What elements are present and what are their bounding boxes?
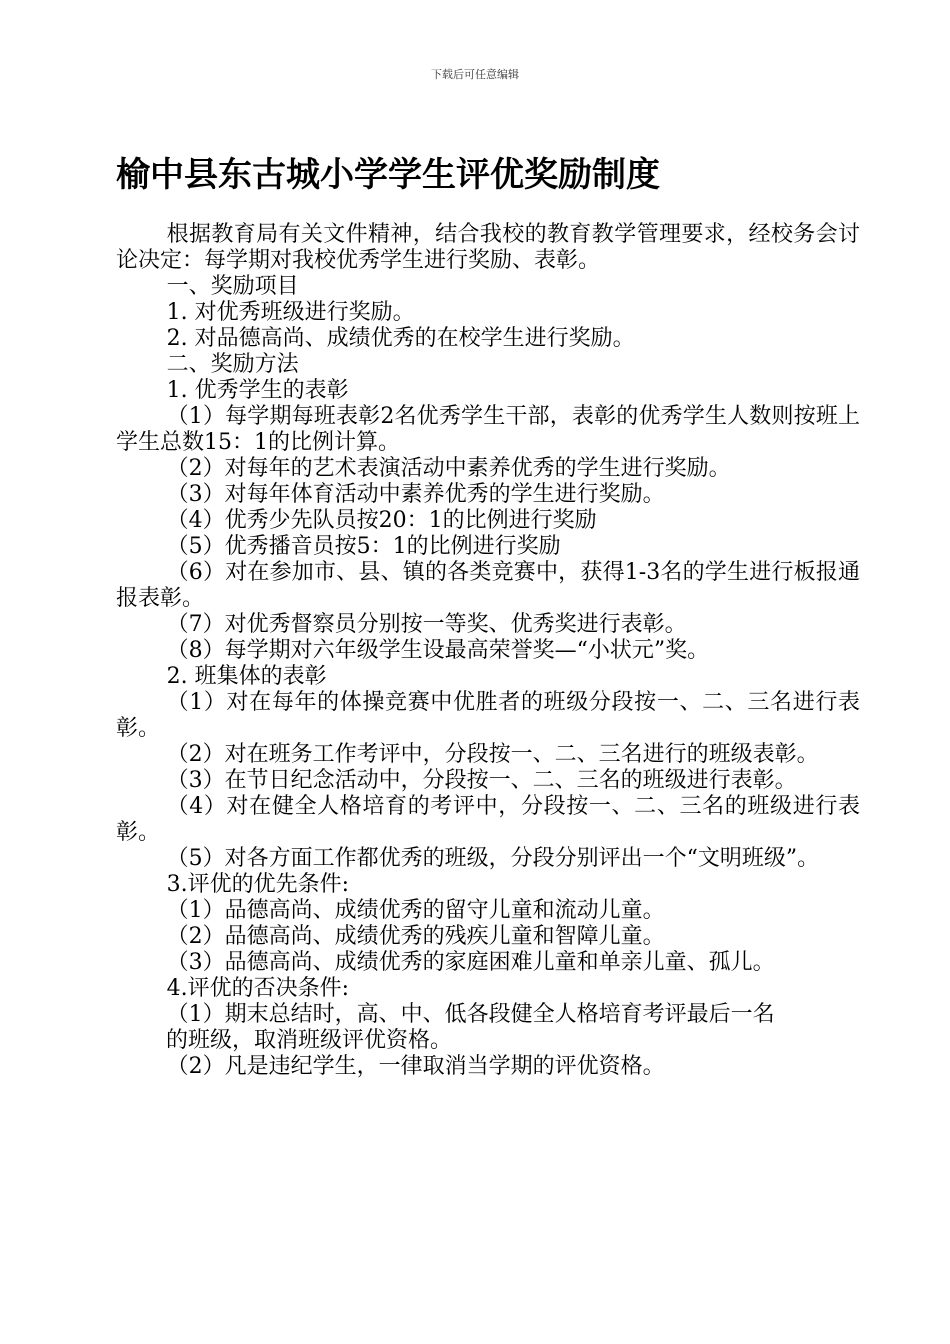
paragraph: （7）对优秀督察员分别按一等奖、优秀奖进行表彰。 [166, 612, 687, 637]
paragraph: （4）对在健全人格培育的考评中，分段按一、二、三名的班级进行表彰。 [116, 794, 860, 845]
paragraph: （4）优秀少先队员按20：1的比例进行奖励 [166, 508, 597, 533]
section-heading-reward-methods: 二、奖励方法 [166, 352, 299, 377]
paragraph: （1）品德高尚、成绩优秀的留守儿童和流动儿童。 [166, 898, 665, 923]
paragraph: （1）期末总结时，高、中、低各段健全人格培育考评最后一名 [166, 1002, 775, 1027]
paragraph-intro: 根据教育局有关文件精神，结合我校的教育教学管理要求，经校务会讨论决定：每学期对我校优秀学生进行奖励、表彰。 [116, 222, 860, 273]
paragraph: （2）凡是违纪学生，一律取消当学期的评优资格。 [166, 1054, 665, 1079]
subheading-veto-conditions: 4.评优的否决条件: [166, 976, 349, 1001]
subheading-class-awards: 2. 班集体的表彰 [166, 664, 327, 689]
section-heading-reward-items: 一、奖励项目 [166, 274, 299, 299]
paragraph: 2. 对品德高尚、成绩优秀的在校学生进行奖励。 [166, 326, 635, 351]
paragraph: （2）品德高尚、成绩优秀的残疾儿童和智障儿童。 [166, 924, 665, 949]
paragraph: （5）对各方面工作都优秀的班级，分段分别评出一个“文明班级”。 [166, 846, 820, 871]
paragraph: 的班级，取消班级评优资格。 [166, 1028, 453, 1053]
subheading-priority-conditions: 3.评优的优先条件: [166, 872, 349, 897]
paragraph: （5）优秀播音员按5：1的比例进行奖励 [166, 534, 561, 559]
paragraph: （3）在节日纪念活动中，分段按一、二、三名的班级进行表彰。 [166, 768, 797, 793]
paragraph: （8）每学期对六年级学生设最高荣誉奖—“小状元”奖。 [166, 638, 710, 663]
paragraph: 1. 对优秀班级进行奖励。 [166, 300, 415, 325]
paragraph: （2）对在班务工作考评中，分段按一、二、三名进行的班级表彰。 [166, 742, 819, 767]
paragraph: （1）对在每年的体操竞赛中优胜者的班级分段按一、二、三名进行表彰。 [116, 690, 860, 741]
header-note: 下载后可任意编辑 [431, 68, 519, 81]
paragraph: （6）对在参加市、县、镇的各类竞赛中，获得1-3名的学生进行板报通报表彰。 [116, 560, 860, 611]
paragraph: （3）品德高尚、成绩优秀的家庭困难儿童和单亲儿童、孤儿。 [166, 950, 775, 975]
document-body [116, 222, 860, 1080]
document-title: 榆中县东古城小学学生评优奖励制度 [116, 155, 660, 195]
paragraph: （2）对每年的艺术表演活动中素养优秀的学生进行奖励。 [166, 456, 731, 481]
paragraph: （3）对每年体育活动中素养优秀的学生进行奖励。 [166, 482, 665, 507]
subheading-student-awards: 1. 优秀学生的表彰 [166, 378, 349, 403]
paragraph: （1）每学期每班表彰2名优秀学生干部，表彰的优秀学生人数则按班上学生总数15：1的比例计算。 [116, 404, 860, 455]
